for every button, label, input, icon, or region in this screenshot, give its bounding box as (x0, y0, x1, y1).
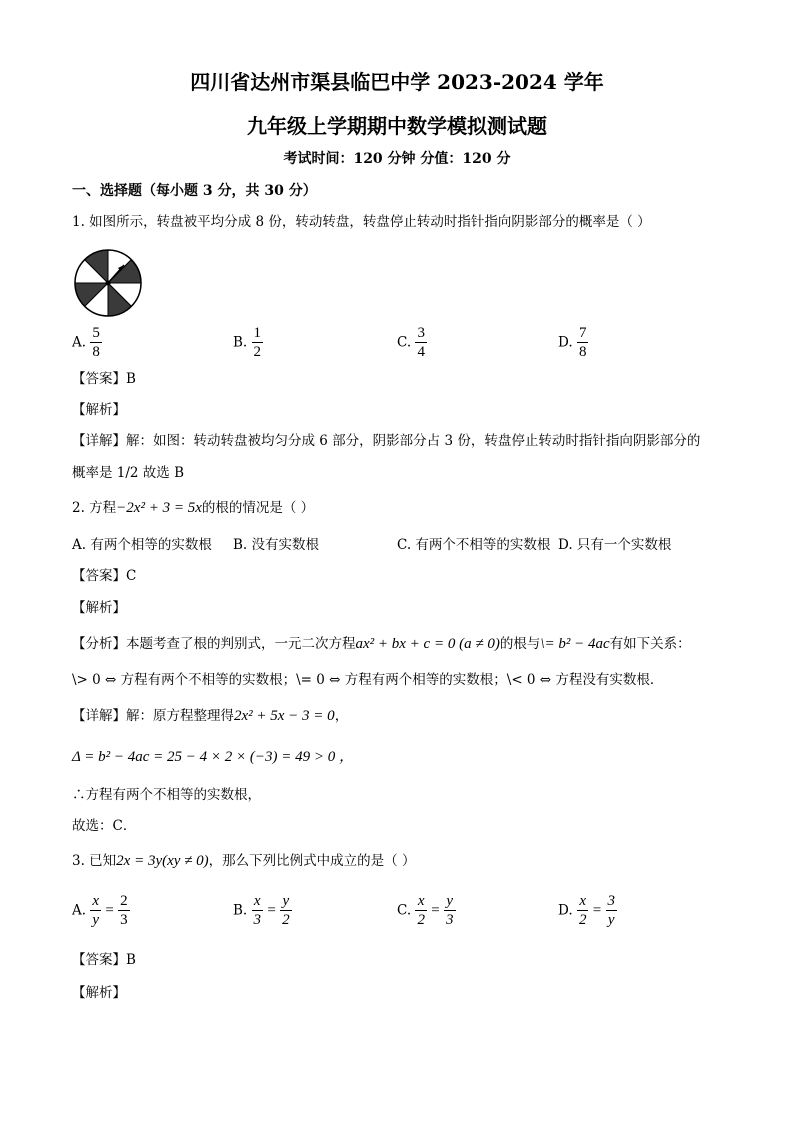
q1-option-d[interactable] (558, 325, 588, 360)
fraction: $\frac{y}{3}$ (446, 893, 454, 928)
option-label: C. (397, 334, 412, 351)
q2-equation: −2x² + 3 = 5x (116, 500, 202, 516)
fraction: $\frac{x}{2}$ (417, 893, 425, 928)
q3-option-d[interactable]: D. $\frac{x}{2}$ = $\frac{3}{y}$ (558, 893, 615, 928)
q1-stem: 1. 如图所示，转盘被平均分成 8 份，转动转盘，转盘停止转动时指针指向阴影部分的概率是（ ） (72, 214, 651, 230)
fraction: $\frac{1}{2}$ (253, 325, 262, 360)
q2-delta-line: Δ = b² − 4ac = 25 − 4 × 2 × (−3) = 49 > 0 ， (72, 749, 355, 765)
option-label: A. (72, 902, 87, 919)
option-label: D. (558, 902, 573, 919)
q2-option-d[interactable]: D. 只有一个实数根 (558, 537, 672, 553)
q3-option-b[interactable]: B. $\frac{x}{3}$ = $\frac{y}{2}$ (233, 893, 290, 928)
q3-condition: 2x = 3y(xy ≠ 0) (116, 853, 209, 869)
fraction: $\frac{3}{4}$ (417, 325, 425, 360)
q1-option-b[interactable] (233, 325, 263, 360)
option-label: B. (233, 334, 248, 351)
q2-answer: 【答案】C (72, 568, 137, 584)
fraction: $\frac{7}{8}$ (578, 325, 587, 360)
q2-option-b[interactable]: B. 没有实数根 (233, 537, 320, 553)
q3-option-c[interactable]: C. $\frac{x}{2}$ = $\frac{y}{3}$ (397, 893, 454, 928)
q2-relation-line: \> 0 ⇔ 方程有两个不相等的实数根；\= 0 ⇔ 方程有两个相等的实数根；\< 0 ⇔ 方程没有实数根． (72, 672, 664, 688)
q2-fenxi: 【分析】本题考查了根的判别式，一元二次方程ax² + bx + c = 0 (a ≠ 0)的根与\= b² − 4ac有如下关系： (72, 636, 691, 652)
q3-answer: 【答案】B (72, 952, 136, 968)
q2-analysis-label: 【解析】 (72, 600, 126, 616)
q2-therefore-line: ∴方程有两个不相等的实数根， (72, 787, 261, 803)
q2-option-c[interactable]: C. 有两个不相等的实数根 (397, 537, 551, 553)
q3-stem: 3. 已知2x = 3y(xy ≠ 0)，那么下列比例式中成立的是（ ） (72, 853, 416, 869)
section-heading: 一、选择题（每小题 3 分，共 30 分） (72, 183, 317, 199)
q2-detail: 【详解】解：原方程整理得2x² + 5x − 3 = 0， (72, 708, 349, 724)
option-label: D. (558, 334, 573, 351)
q2-choose-line: 故选：C． (72, 818, 137, 834)
q3-option-a[interactable]: A. $\frac{x}{y}$ = $\frac{2}{3}$ (72, 893, 128, 928)
q2-stem: 2. 方程−2x² + 3 = 5x的根的情况是（ ） (72, 500, 315, 516)
q1-option-a[interactable] (72, 325, 102, 360)
fraction: $\frac{5}{8}$ (92, 325, 100, 360)
fraction: $\frac{2}{3}$ (120, 893, 128, 928)
q1-answer: 【答案】B (72, 371, 136, 387)
fraction: $\frac{x}{y}$ (92, 893, 100, 928)
q1-detail-line1: 【详解】解：如图：转动转盘被均匀分成 6 部分，阴影部分占 3 份，转盘停止转动时指针指向阴影部分的 (72, 433, 701, 449)
q3-analysis-label: 【解析】 (72, 985, 126, 1001)
fraction: $\frac{x}{2}$ (578, 893, 587, 928)
document-title-line2: 九年级上学期期中数学模拟测试题 (247, 114, 547, 138)
fraction: $\frac{y}{2}$ (282, 893, 290, 928)
fraction: $\frac{x}{3}$ (253, 893, 262, 928)
quadratic-general-form: ax² + bx + c = 0 (a ≠ 0) (355, 636, 500, 652)
fraction: $\frac{3}{y}$ (607, 893, 615, 928)
option-label: B. (233, 902, 248, 919)
option-label: C. (397, 902, 412, 919)
q1-option-c[interactable] (397, 325, 427, 360)
q1-analysis-label: 【解析】 (72, 402, 126, 418)
discriminant-formula: \= b² − 4ac (540, 636, 610, 652)
document-title-line1: 四川省达州市渠县临巴中学 2023-2024 学年 (190, 70, 604, 94)
q2-rearranged-equation: 2x² + 5x − 3 = 0 (234, 708, 335, 724)
spinner-figure (72, 247, 144, 319)
q1-detail-line2: 概率是 1/2 故选 B (72, 465, 185, 481)
q2-option-a[interactable]: A. 有两个相等的实数根 (72, 537, 212, 553)
option-label: A. (72, 334, 87, 351)
exam-info: 考试时间：120 分钟 分值：120 分 (283, 151, 511, 167)
